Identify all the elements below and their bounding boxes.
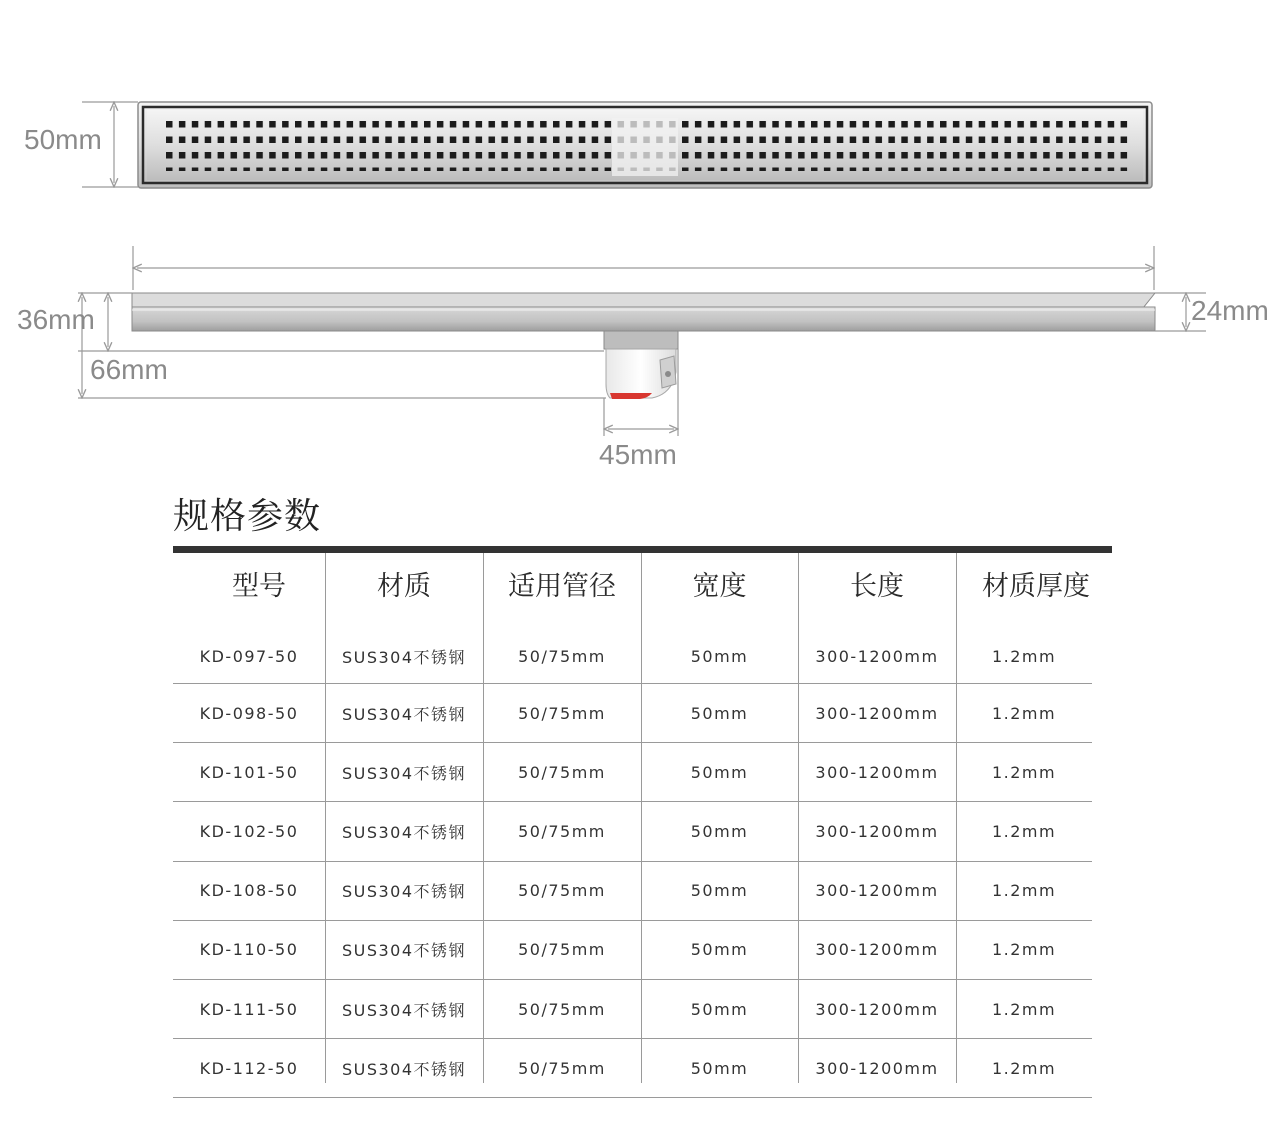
cell-length: 300-1200mm bbox=[815, 762, 939, 782]
cell-pipe: 50/75mm bbox=[518, 940, 606, 960]
table-row bbox=[173, 684, 1092, 743]
cell-pipe: 50/75mm bbox=[518, 1058, 606, 1078]
cell-model: KD-102-50 bbox=[199, 821, 299, 841]
cell-width: 50mm bbox=[690, 762, 749, 782]
table-row bbox=[173, 621, 1092, 684]
cell-pipe: 50/75mm bbox=[518, 703, 606, 723]
dimension-label-36mm: 36mm bbox=[17, 304, 95, 335]
table-row bbox=[173, 802, 1092, 861]
dimension-label-45mm: 45mm bbox=[599, 439, 677, 470]
cell-model: KD-112-50 bbox=[199, 1058, 299, 1078]
table-row bbox=[173, 862, 1092, 921]
table-body bbox=[173, 621, 1112, 1098]
cell-length: 300-1200mm bbox=[815, 881, 939, 901]
cell-material: SUS304不锈钢 bbox=[341, 882, 467, 902]
cell-material: SUS304不锈钢 bbox=[341, 1059, 467, 1079]
cell-material: SUS304不锈钢 bbox=[341, 1000, 467, 1020]
title-divider bbox=[173, 546, 1112, 553]
header-thickness: 材质厚度 bbox=[982, 571, 1090, 602]
cell-thickness: 1.2mm bbox=[991, 940, 1057, 960]
cell-thickness: 1.2mm bbox=[991, 881, 1057, 901]
dimension-length-lines bbox=[133, 246, 1154, 290]
table-row bbox=[173, 743, 1092, 802]
table-row bbox=[173, 980, 1092, 1039]
drain-side-view bbox=[132, 293, 1155, 331]
cell-width: 50mm bbox=[690, 646, 749, 666]
cell-width: 50mm bbox=[690, 703, 749, 723]
cell-material: SUS304不锈钢 bbox=[341, 941, 467, 961]
cell-width: 50mm bbox=[690, 1058, 749, 1078]
cell-thickness: 1.2mm bbox=[991, 703, 1057, 723]
header-model: 型号 bbox=[232, 571, 286, 602]
cell-width: 50mm bbox=[690, 940, 749, 960]
cell-length: 300-1200mm bbox=[815, 940, 939, 960]
section-title: 规格参数 bbox=[173, 496, 322, 537]
cell-model: KD-108-50 bbox=[199, 881, 299, 901]
header-width: 宽度 bbox=[692, 571, 747, 602]
cell-width: 50mm bbox=[690, 821, 749, 841]
header-material: 材质 bbox=[377, 571, 431, 602]
cell-thickness: 1.2mm bbox=[991, 999, 1057, 1019]
table-row bbox=[173, 1039, 1092, 1098]
cell-pipe: 50/75mm bbox=[518, 821, 606, 841]
cell-pipe: 50/75mm bbox=[518, 881, 606, 901]
dimension-label-66mm: 66mm bbox=[90, 354, 168, 385]
cell-length: 300-1200mm bbox=[815, 646, 939, 666]
cell-thickness: 1.2mm bbox=[991, 1058, 1057, 1078]
cell-pipe: 50/75mm bbox=[518, 762, 606, 782]
cell-material: SUS304不锈钢 bbox=[341, 763, 467, 783]
cell-width: 50mm bbox=[690, 881, 749, 901]
cell-model: KD-098-50 bbox=[199, 703, 299, 723]
header-pipe-diameter: 适用管径 bbox=[508, 571, 616, 602]
drain-top-view bbox=[138, 102, 1152, 188]
cell-pipe: 50/75mm bbox=[518, 999, 606, 1019]
table-header-row bbox=[173, 553, 1112, 621]
cell-model: KD-111-50 bbox=[199, 999, 299, 1019]
cell-model: KD-097-50 bbox=[199, 646, 299, 666]
cell-length: 300-1200mm bbox=[815, 821, 939, 841]
drain-outlet bbox=[604, 331, 678, 399]
cell-width: 50mm bbox=[690, 999, 749, 1019]
cell-length: 300-1200mm bbox=[815, 1058, 939, 1078]
header-length: 长度 bbox=[850, 571, 904, 602]
cell-pipe: 50/75mm bbox=[518, 646, 606, 666]
dimension-label-50mm: 50mm bbox=[24, 124, 102, 155]
spec-table bbox=[173, 553, 1112, 1098]
cell-length: 300-1200mm bbox=[815, 999, 939, 1019]
product-dimension-diagram bbox=[0, 0, 1280, 480]
cell-material: SUS304不锈钢 bbox=[341, 647, 467, 667]
cell-thickness: 1.2mm bbox=[991, 646, 1057, 666]
cell-thickness: 1.2mm bbox=[991, 762, 1057, 782]
table-row bbox=[173, 921, 1092, 980]
cell-length: 300-1200mm bbox=[815, 703, 939, 723]
cell-model: KD-110-50 bbox=[199, 940, 299, 960]
dimension-label-24mm: 24mm bbox=[1191, 295, 1269, 326]
cell-material: SUS304不锈钢 bbox=[341, 704, 467, 724]
cell-model: KD-101-50 bbox=[199, 762, 299, 782]
cell-thickness: 1.2mm bbox=[991, 821, 1057, 841]
cell-material: SUS304不锈钢 bbox=[341, 822, 467, 842]
